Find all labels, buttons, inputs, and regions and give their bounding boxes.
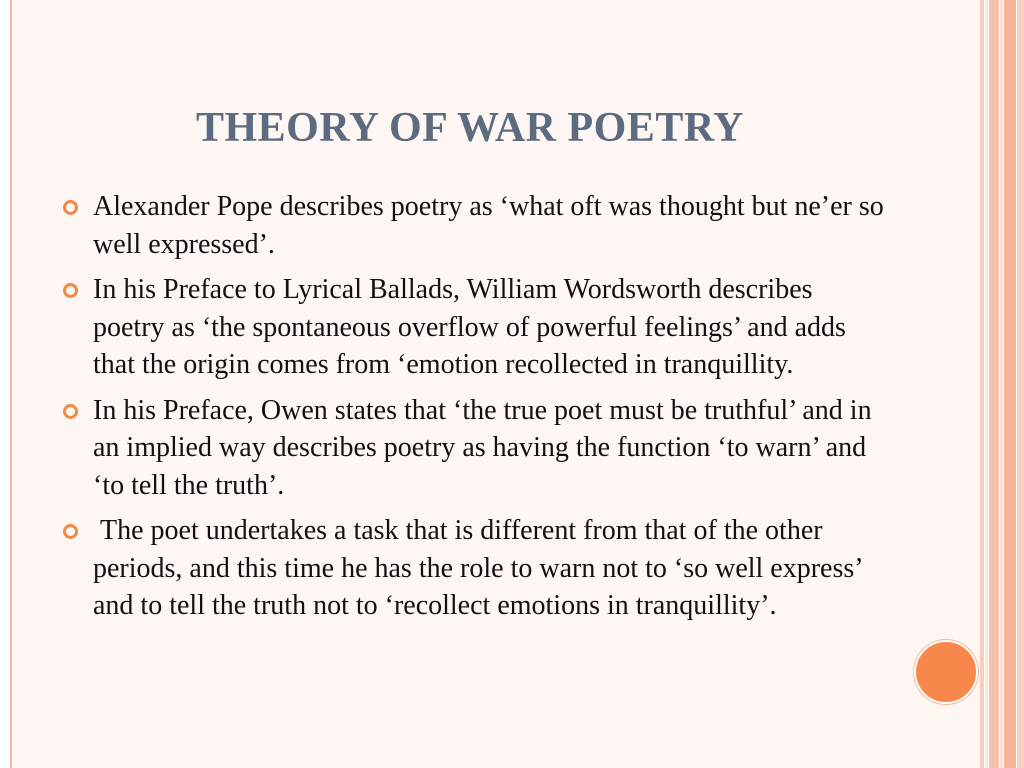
bullet-text: In his Preface, Owen states that ‘the true poet must be truthful’ and in an implied way describes poetry as having the function ‘to warn’ and ‘to tell the truth’. (93, 394, 872, 501)
ring-bullet-icon (63, 283, 78, 298)
bullet-list (60, 188, 890, 633)
stripe (1004, 0, 1016, 768)
bullet-item (60, 188, 890, 263)
bullet-text: In his Preface to Lyrical Ballads, William Wordsworth describes poetry as ‘the spontaneous overflow of powerful feelings’ and adds that the origin comes from ‘emotion recollected in tranquillity. (93, 274, 846, 380)
decorative-stripes (980, 0, 1024, 768)
stripe (985, 0, 988, 768)
stripe (1017, 0, 1024, 768)
bullet-item (60, 392, 890, 505)
bullet-text: Alexander Pope describes poetry as ‘what oft was thought but ne’er so well expressed’. (93, 191, 884, 260)
slide-title: THEORY OF WAR POETRY (195, 105, 745, 151)
stripe (980, 0, 984, 768)
bullet-item (60, 271, 890, 384)
stripe (1000, 0, 1003, 768)
ring-bullet-icon (63, 524, 78, 539)
ring-bullet-icon (63, 404, 78, 419)
decorative-circle-icon (914, 640, 978, 704)
bullet-text: The poet undertakes a task that is different from that of the other periods, and this time he has the role to warn not to ‘so well express’ and to tell the truth not to ‘recollect emotions in tranquillity’. (93, 515, 869, 621)
bullet-item (60, 512, 890, 625)
ring-bullet-icon (63, 200, 78, 215)
stripe (989, 0, 999, 768)
